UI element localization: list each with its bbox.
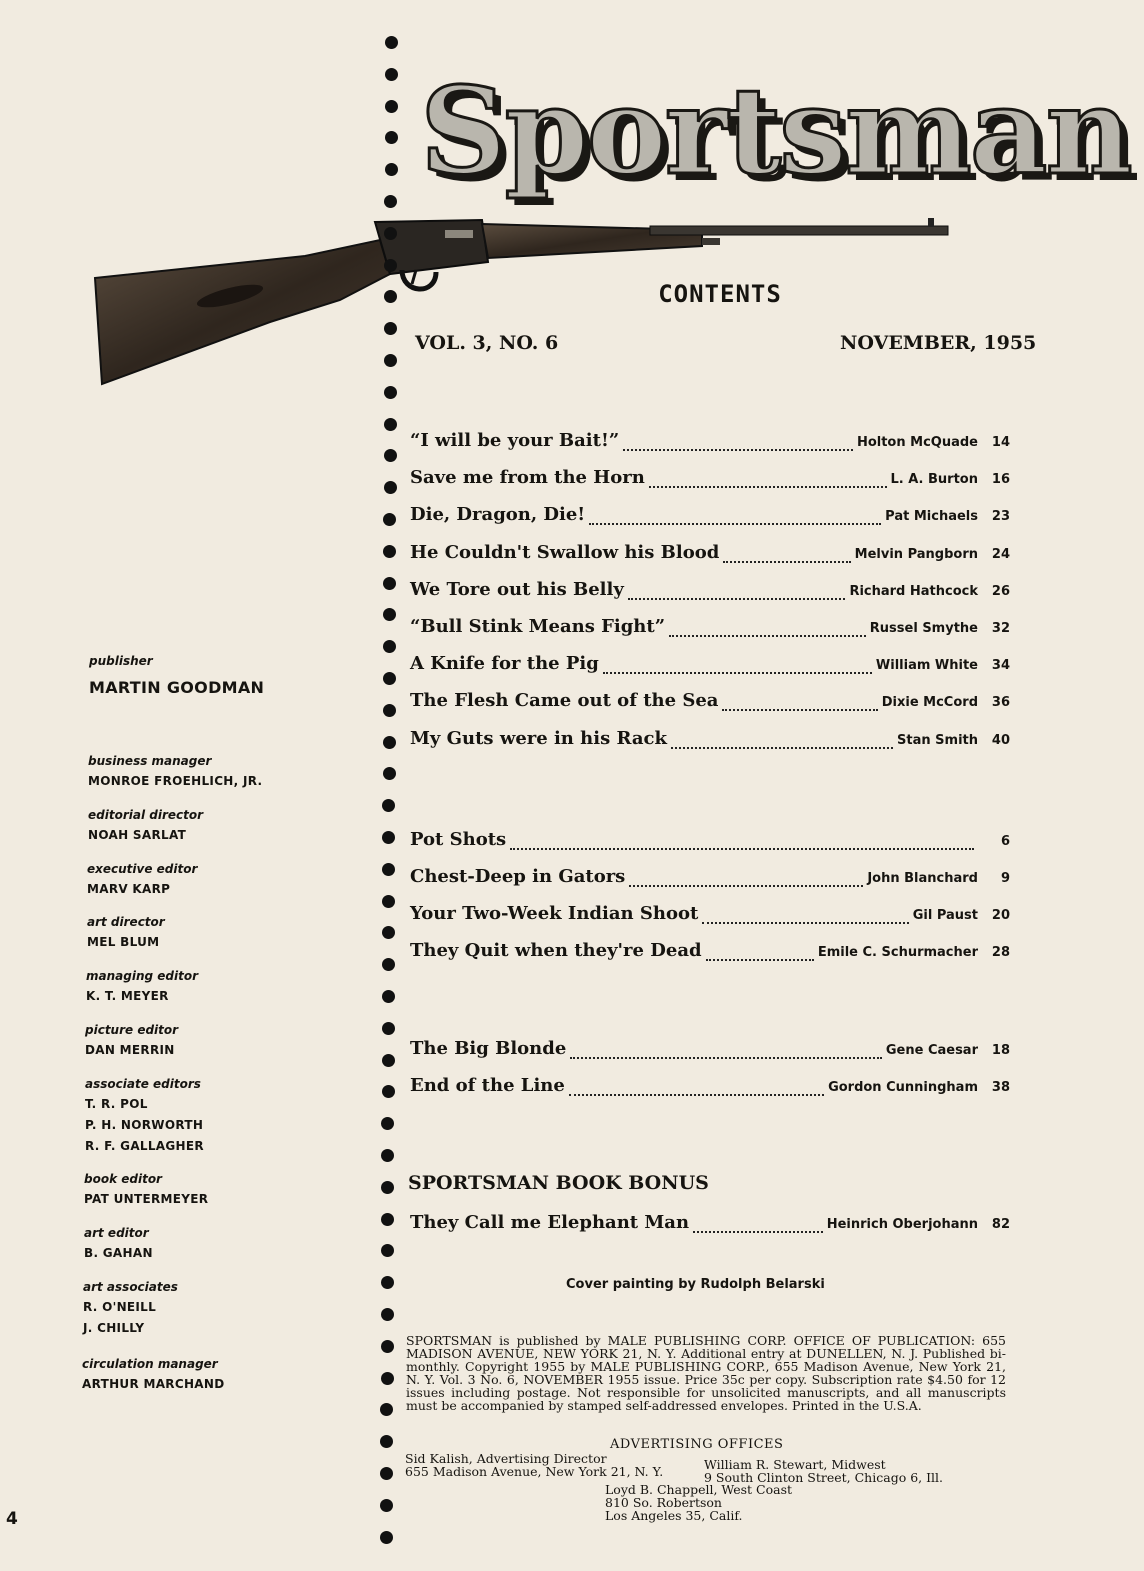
dot-leader — [649, 485, 887, 488]
toc-author: Gil Paust — [912, 908, 978, 923]
binding-dot — [383, 608, 396, 621]
binding-dot — [383, 513, 396, 526]
staff-role: art associates — [83, 1280, 178, 1294]
toc-title: Chest-Deep in Gators — [410, 866, 626, 887]
binding-dot — [381, 1372, 394, 1385]
staff-name: B. GAHAN — [84, 1246, 153, 1260]
toc-page-number: 34 — [991, 658, 1010, 673]
staff-name: J. CHILLY — [83, 1321, 145, 1335]
binding-dot — [381, 1340, 394, 1353]
dot-leader — [510, 847, 974, 850]
toc-page-number: 9 — [1000, 871, 1010, 886]
binding-dot — [381, 1244, 394, 1257]
toc-author: Russel Smythe — [869, 621, 978, 636]
binding-dot — [381, 1276, 394, 1289]
binding-dot — [382, 799, 395, 812]
toc-title: Save me from the Horn — [410, 467, 645, 488]
toc-page-number: 16 — [991, 472, 1010, 487]
toc-title: The Big Blonde — [410, 1038, 567, 1059]
toc-author: Holton McQuade — [856, 435, 978, 450]
toc-entry — [410, 1075, 1010, 1103]
book-bonus-heading: SPORTSMAN BOOK BONUS — [408, 1172, 709, 1194]
toc-page-number: 14 — [991, 435, 1010, 450]
toc-author: Richard Hathcock — [849, 584, 978, 599]
dot-leader — [722, 708, 877, 711]
binding-dot — [380, 1403, 393, 1416]
binding-dot — [385, 163, 398, 176]
staff-role: book editor — [84, 1172, 162, 1186]
toc-page-number: 24 — [991, 547, 1010, 562]
toc-title: They Quit when they're Dead — [410, 940, 702, 961]
dot-leader — [693, 1230, 823, 1233]
binding-dot — [384, 354, 397, 367]
dot-leader — [603, 671, 872, 674]
dot-leader — [702, 921, 908, 924]
toc-author: Pat Michaels — [885, 509, 978, 524]
binding-dot — [380, 1531, 393, 1544]
binding-dot — [380, 1435, 393, 1448]
ad-west-line-2: 810 So. Robertson — [605, 1495, 722, 1510]
dot-leader — [589, 522, 881, 525]
binding-dot — [382, 863, 395, 876]
staff-name: MONROE FROEHLICH, JR. — [88, 774, 263, 788]
binding-dot — [384, 227, 397, 240]
staff-name: R. O'NEILL — [83, 1300, 157, 1314]
page-number: 4 — [6, 1509, 18, 1529]
toc-title: My Guts were in his Rack — [410, 728, 667, 749]
staff-role: executive editor — [87, 862, 198, 876]
issue-date: NOVEMBER, 1955 — [840, 332, 1037, 354]
dot-leader — [570, 1056, 882, 1059]
advertising-heading: ADVERTISING OFFICES — [610, 1437, 784, 1452]
toc-author: L. A. Burton — [890, 472, 978, 487]
toc-title: They Call me Elephant Man — [410, 1212, 690, 1233]
dot-leader — [669, 634, 866, 637]
binding-dot — [382, 1054, 395, 1067]
toc-page-number: 40 — [991, 733, 1010, 748]
binding-dot — [383, 736, 396, 749]
toc-title: Die, Dragon, Die! — [410, 504, 586, 525]
toc-entry — [410, 504, 1010, 532]
toc-page-number: 18 — [991, 1043, 1010, 1058]
dot-leader — [723, 560, 850, 563]
toc-page-number: 38 — [991, 1080, 1010, 1095]
toc-page-number: 28 — [991, 945, 1010, 960]
staff-name: MARTIN GOODMAN — [89, 678, 265, 697]
toc-author: Gordon Cunningham — [828, 1080, 978, 1095]
staff-role: managing editor — [86, 969, 198, 983]
binding-dot — [384, 195, 397, 208]
toc-entry — [410, 616, 1010, 644]
toc-author: Emile C. Schurmacher — [817, 945, 978, 960]
toc-entry — [410, 467, 1010, 495]
toc-page-number: 23 — [991, 509, 1010, 524]
binding-dot — [382, 895, 395, 908]
binding-dot — [384, 259, 397, 272]
ad-left-line-1: Sid Kalish, Advertising Director — [405, 1451, 607, 1466]
binding-dot — [380, 1467, 393, 1480]
staff-role: picture editor — [85, 1023, 179, 1037]
binding-dot — [383, 767, 396, 780]
dot-leader — [628, 597, 846, 600]
dot-leader — [623, 448, 853, 451]
ad-left-line-2: 655 Madison Avenue, New York 21, N. Y. — [405, 1464, 664, 1479]
toc-title: Your Two-Week Indian Shoot — [410, 903, 699, 924]
binding-dot — [381, 1117, 394, 1130]
binding-dot — [382, 926, 395, 939]
toc-author: Melvin Pangborn — [854, 547, 978, 562]
binding-dot — [382, 990, 395, 1003]
binding-dot — [381, 1308, 394, 1321]
binding-dot — [381, 1149, 394, 1162]
toc-entry — [410, 728, 1010, 756]
toc-entry — [410, 940, 1010, 968]
binding-dot — [381, 1181, 394, 1194]
toc-title: He Couldn't Swallow his Blood — [410, 542, 720, 563]
contents-heading: CONTENTS — [658, 280, 782, 308]
rifle-illustration — [90, 212, 960, 392]
toc-author: Gene Caesar — [885, 1043, 978, 1058]
toc-entry — [410, 1212, 1010, 1240]
binding-dot — [384, 481, 397, 494]
ad-west-line-1: Loyd B. Chappell, West Coast — [605, 1482, 793, 1497]
toc-entry — [410, 866, 1010, 894]
dot-leader — [706, 958, 814, 961]
toc-author: Dixie McCord — [881, 695, 978, 710]
staff-name: DAN MERRIN — [85, 1043, 175, 1057]
toc-author: Heinrich Oberjohann — [826, 1217, 978, 1232]
ad-west-line-3: Los Angeles 35, Calif. — [605, 1508, 743, 1523]
staff-role: business manager — [88, 754, 212, 768]
toc-entry — [410, 653, 1010, 681]
toc-author: John Blanchard — [867, 871, 978, 886]
binding-dot — [385, 36, 398, 49]
staff-role: publisher — [89, 654, 153, 668]
binding-dot — [381, 1213, 394, 1226]
staff-name: K. T. MEYER — [86, 989, 169, 1003]
dot-leader — [569, 1093, 824, 1096]
toc-page-number: 32 — [991, 621, 1010, 636]
staff-role: art editor — [84, 1226, 149, 1240]
staff-name: T. R. POL — [85, 1097, 148, 1111]
toc-page-number: 20 — [991, 908, 1010, 923]
staff-name: MARV KARP — [87, 882, 171, 896]
toc-page-number: 6 — [1000, 834, 1010, 849]
ad-right-line-2: 9 South Clinton Street, Chicago 6, Ill. — [704, 1470, 943, 1485]
toc-entry — [410, 829, 1010, 857]
ad-right-line-1: William R. Stewart, Midwest — [704, 1457, 886, 1472]
toc-entry — [410, 430, 1010, 458]
toc-page-number: 82 — [991, 1217, 1010, 1232]
masthead-title: Sportsman — [420, 61, 1131, 202]
staff-name: PAT UNTERMEYER — [84, 1192, 209, 1206]
toc-author: William White — [875, 658, 978, 673]
staff-role: associate editors — [85, 1077, 201, 1091]
toc-title: End of the Line — [410, 1075, 565, 1096]
toc-title: The Flesh Came out of the Sea — [410, 690, 719, 711]
toc-title: We Tore out his Belly — [410, 579, 624, 600]
dot-leader — [671, 746, 893, 749]
toc-title: A Knife for the Pig — [410, 653, 599, 674]
toc-entry — [410, 1038, 1010, 1066]
toc-author: Stan Smith — [897, 733, 978, 748]
staff-name: R. F. GALLAGHER — [85, 1139, 204, 1153]
staff-name: NOAH SARLAT — [88, 828, 187, 842]
staff-role: editorial director — [88, 808, 204, 822]
binding-dot — [385, 131, 398, 144]
toc-page-number: 26 — [991, 584, 1010, 599]
staff-name: ARTHUR MARCHAND — [82, 1377, 225, 1391]
binding-dot — [383, 577, 396, 590]
binding-dot — [383, 704, 396, 717]
publisher-note: SPORTSMAN is published by MALE PUBLISHING CORP. OFFICE OF PUBLICATION: 655 MADISON AVENUE, NEW YORK 21, N. Y. Additional entry at DUNELLEN, N. J. Published bi-monthly. Copyright 1955 by MALE PUBLISHING CORP., 655 Madison Avenue, New York 21, N. Y. Vol. 3 No. 6, NOVEMBER 1955 issue. Price 35c per copy. Subscription rate $4.50 for 12 issues including postage. Not responsible for unsolicited manuscripts, and all manuscripts must be accompanied by stamped self-addressed envelopes. Printed in the U.S.A. — [406, 1333, 1006, 1413]
toc-title: Pot Shots — [410, 829, 507, 850]
staff-name: MEL BLUM — [87, 935, 160, 949]
binding-dot — [382, 831, 395, 844]
binding-dot — [380, 1499, 393, 1512]
binding-dot — [382, 1085, 395, 1098]
binding-dot — [383, 545, 396, 558]
toc-page-number: 36 — [991, 695, 1010, 710]
toc-entry — [410, 579, 1010, 607]
binding-dot — [384, 418, 397, 431]
toc-title: “Bull Stink Means Fight” — [410, 616, 666, 637]
staff-role: art director — [87, 915, 165, 929]
staff-name: P. H. NORWORTH — [85, 1118, 204, 1132]
issue-volume: VOL. 3, NO. 6 — [415, 332, 559, 354]
binding-dot — [382, 958, 395, 971]
binding-dot — [385, 100, 398, 113]
staff-role: circulation manager — [82, 1357, 218, 1371]
toc-title: “I will be your Bait!” — [410, 430, 620, 451]
cover-credit: Cover painting by Rudolph Belarski — [566, 1277, 825, 1292]
toc-entry — [410, 690, 1010, 718]
binding-dot — [384, 449, 397, 462]
dot-leader — [629, 884, 863, 887]
binding-dot — [383, 640, 396, 653]
binding-dot — [384, 386, 397, 399]
toc-entry — [410, 542, 1010, 570]
binding-dot — [383, 672, 396, 685]
binding-dot — [385, 68, 398, 81]
binding-dot — [382, 1022, 395, 1035]
toc-entry — [410, 903, 1010, 931]
